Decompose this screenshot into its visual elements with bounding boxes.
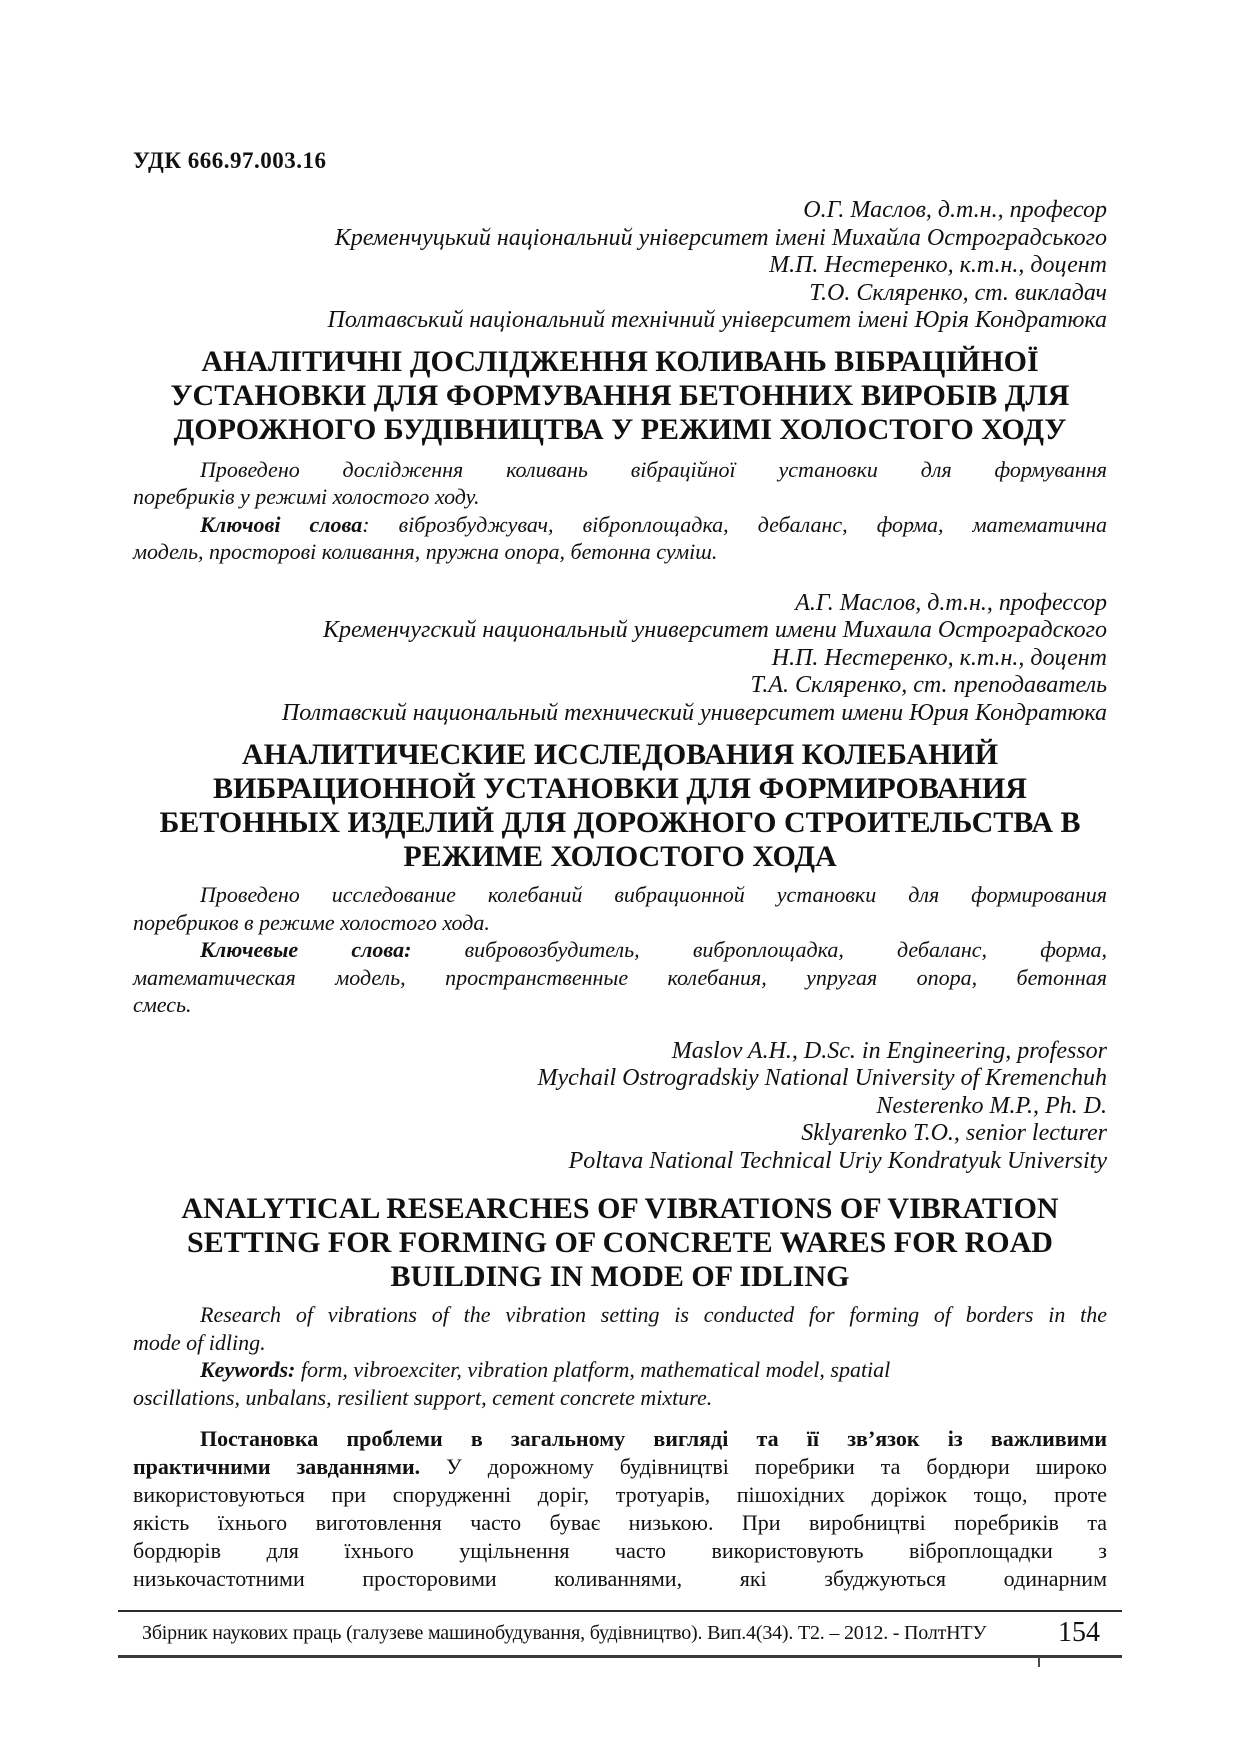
title-line: УСТАНОВКИ ДЛЯ ФОРМУВАННЯ БЕТОННИХ ВИРОБІВ ДЛЯ [170, 378, 1070, 412]
author-line: Т.О. Скляренко, ст. викладач [809, 279, 1107, 306]
affiliation-line: Кременчуцький національний університет імені Михайла Остроградського [334, 224, 1107, 251]
title-line: SETTING FOR FORMING OF CONCRETE WARES FOR ROAD [187, 1226, 1053, 1259]
title-line: ВИБРАЦИОННОЙ УСТАНОВКИ ДЛЯ ФОРМИРОВАНИЯ [213, 772, 1027, 805]
body-line [133, 1425, 1107, 1453]
author-line: А.Г. Маслов, д.т.н., профессор [795, 589, 1107, 616]
keywords-line: модель, просторові коливання, пружна опора, бетонна суміш. [133, 539, 718, 564]
body-paragraph [133, 1425, 1107, 1593]
page-footer [118, 1610, 1122, 1658]
title-line: АНАЛИТИЧЕСКИЕ ИССЛЕДОВАНИЯ КОЛЕБАНИЙ [241, 738, 999, 771]
authors-block-ru [133, 590, 1107, 728]
abstract-ua [133, 456, 1107, 511]
keywords-line [133, 936, 1107, 964]
affiliation-line: Полтавський національний технічний університет імені Юрія Кондратюка [327, 307, 1107, 333]
body-line: бордюрів для їхнього ущільнення часто використовують віброплощадки з [133, 1538, 1107, 1563]
keywords-line [133, 511, 1107, 539]
keywords-en [133, 1356, 1107, 1411]
author-line: О.Г. Маслов, д.т.н., професор [803, 197, 1107, 223]
title-line: ANALYTICAL RESEARCHES OF VIBRATIONS OF VIBRATION [181, 1192, 1059, 1225]
keywords-text: : віброзбуджувач, віброплощадка, дебаланс, форма, математична [362, 511, 1107, 537]
affiliation-line: Полтавский национальный технический университет имени Юрия Кондратюка [281, 699, 1107, 726]
title-line: РЕЖИМЕ ХОЛОСТОГО ХОДА [403, 840, 837, 873]
article-title-en [133, 1192, 1107, 1294]
abstract-line: Проведено дослідження коливань вібраційної установки для формування [200, 456, 1107, 482]
body-line: якість їхнього виготовлення часто буває низькою. При виробництві поребриків та [133, 1510, 1107, 1535]
affiliation-line: Mychail Ostrogradskiy National University of Kremenchuh [537, 1065, 1107, 1091]
keywords-line: смесь. [133, 992, 192, 1017]
author-line: Maslov A.H., D.Sc. in Engineering, professor [671, 1037, 1107, 1064]
udc-code: УДК 666.97.003.16 [133, 148, 327, 173]
body-line: низькочастотними просторовими коливаннями, які збуджуються одинарним [133, 1566, 1107, 1591]
title-line: BUILDING IN MODE OF IDLING [390, 1260, 850, 1293]
abstract-line: Проведено исследование колебаний вибрационной установки для формирования [200, 882, 1107, 907]
footer-cell-divider [1038, 1657, 1040, 1667]
authors-block-en [133, 1038, 1107, 1176]
author-line: Т.А. Скляренко, ст. преподаватель [750, 672, 1107, 698]
keywords-ua [133, 511, 1107, 566]
keywords-label-ua: Ключові слова [200, 511, 363, 537]
keywords-line: математическая модель, пространственные колебания, упругая опора, бетонная [133, 964, 1107, 990]
title-line: АНАЛІТИЧНІ ДОСЛІДЖЕННЯ КОЛИВАНЬ ВІБРАЦІЙНОЇ [201, 344, 1039, 378]
footer-journal-info: Збірник наукових праць (галузеве машинобудування, будівництво). Вип.4(34). Т2. – 2012. - ПолтНТУ [142, 1622, 987, 1644]
author-line: Sklyarenko T.O., senior lecturer [801, 1120, 1107, 1146]
keywords-line [133, 1356, 1107, 1384]
title-line: БЕТОННЫХ ИЗДЕЛИЙ ДЛЯ ДОРОЖНОГО СТРОИТЕЛЬСТВА В [159, 806, 1081, 839]
article-title-ua [133, 345, 1107, 447]
abstract-line: поребриків у режимі холостого ходу. [133, 484, 480, 509]
article-title-ru [133, 738, 1107, 874]
author-line: Н.П. Нестеренко, к.т.н., доцент [771, 644, 1107, 671]
abstract-line: поребриков в режиме холостого хода. [133, 909, 490, 935]
author-line: М.П. Нестеренко, к.т.н., доцент [769, 252, 1107, 278]
problem-statement-lead: практичними завданнями. [133, 1454, 421, 1479]
body-text: У дорожному будівництві поребрики та бордюри широко [420, 1454, 1107, 1479]
author-line: Nesterenko M.P., Ph. D. [876, 1092, 1107, 1119]
abstract-ru [133, 881, 1107, 936]
keywords-label-ru: Ключевые слова: [200, 937, 412, 962]
body-line [133, 1453, 1107, 1481]
abstract-en [133, 1301, 1107, 1356]
keywords-ru [133, 936, 1107, 1019]
problem-statement-lead: Постановка проблеми в загальному вигляді та її зв’язок із важливими [200, 1426, 1107, 1451]
keywords-text: form, vibroexciter, vibration platform, mathematical model, spatial [295, 1357, 891, 1382]
page-content [133, 0, 1107, 1593]
abstract-line: Research of vibrations of the vibration setting is conducted for forming of borders in the [200, 1302, 1107, 1327]
page-number: 154 [1058, 1617, 1100, 1648]
affiliation-line: Кременчугский национальный университет имени Михаила Остроградского [323, 617, 1107, 643]
affiliation-line: Poltava National Technical Uriy Kondratyuk University [568, 1147, 1107, 1174]
title-line: ДОРОЖНОГО БУДІВНИЦТВА У РЕЖИМІ ХОЛОСТОГО ХОДУ [173, 412, 1067, 446]
keywords-label-en: Keywords: [200, 1357, 296, 1382]
keywords-line: oscillations, unbalans, resilient support, cement concrete mixture. [133, 1384, 713, 1410]
keywords-text: вибровозбудитель, виброплощадка, дебаланс, форма, [411, 937, 1107, 962]
body-line: використовуються при спорудженні доріг, тротуарів, пішохідних доріжок тощо, проте [133, 1482, 1107, 1507]
abstract-line: mode of idling. [133, 1329, 266, 1355]
authors-block-ua [133, 197, 1107, 335]
